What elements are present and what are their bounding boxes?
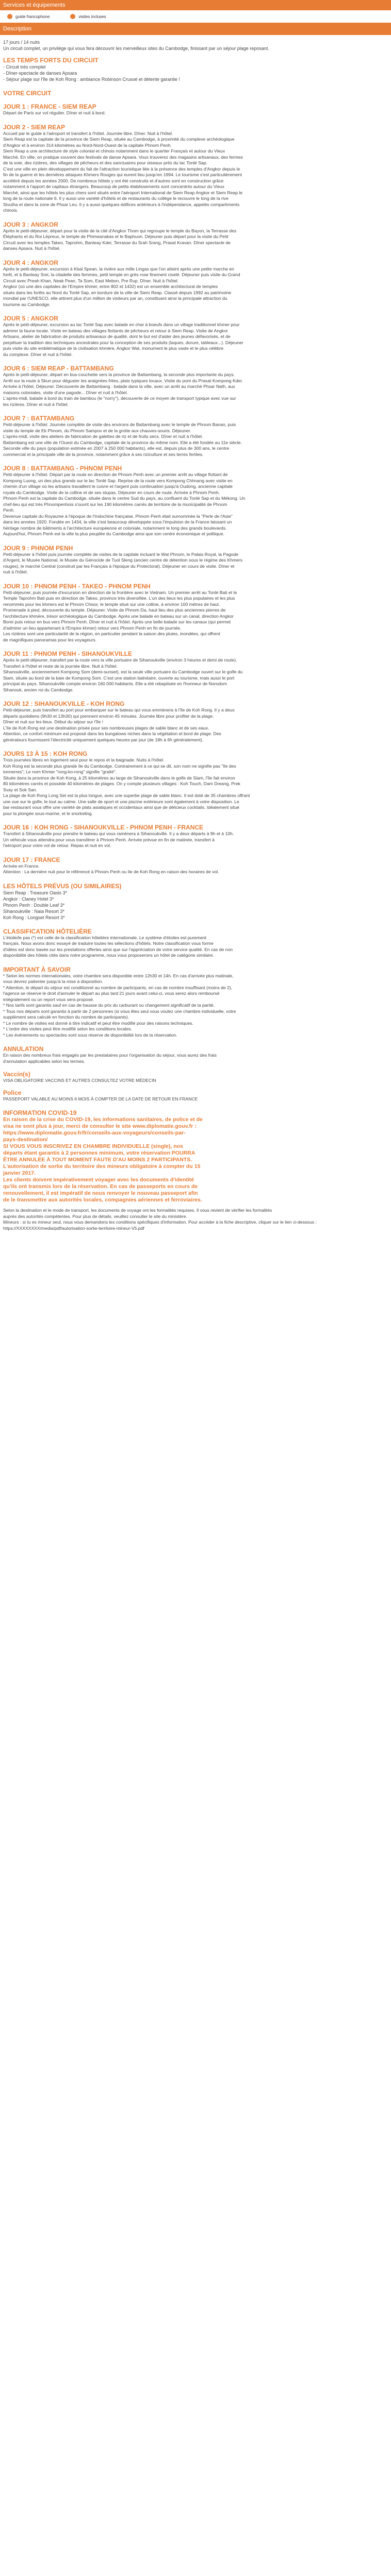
important-title: IMPORTANT À SAVOIR [3, 965, 71, 973]
day-line: tourisme au Cambodge. [3, 301, 51, 307]
important-line: vous devrez patienter jusqu'à la mise à disposition. [3, 979, 103, 984]
day-line: mondial par l'UNESCO, elle attirent plus d'un million de visiteurs par an, constituant ainsi la principale attraction du [3, 296, 227, 301]
day-line: Petit-déjeuner à l'hôtel. Départ par la route en direction de Phnom Penh avec un premier arrêt au village flottant de [3, 472, 228, 477]
day-line: d'Argent, le Musée National, le Musée du Génocide de Tuol Sleng (ancien centre de détention sous le régime des Khmers [3, 557, 243, 563]
day-line: de la soie, des rizières, des villages de pêcheurs et des sanctuaires pour oiseaux près du lac Tonlé Sap. [3, 160, 207, 165]
day-line: une vue sur le golfe, le tout au calme. Une salle de sport et une piscine extérieure sont également à votre disposition. Le [3, 799, 239, 804]
day-line: Située dans la province de Koh Kong, à 25 kilomètres au large de Sihanoukville dans le golfe de Siam, l'île fait environ [3, 775, 235, 781]
day-line: visite du temple de Ek Phnom, du Phnom Sampov et de la grotte aux chauves-souris. Déjeuner. [3, 428, 191, 433]
important-line: supplément sera calculé en fonction du nombre de participants). [3, 1014, 129, 1020]
day-line: Promenade à pied, découverte du temple. Déjeuner. Visite de Phnom Da, haut lieu des plus anciennes pierres de [3, 607, 226, 613]
day-line: Kompong Luong, un des plus grands sur le lac Tonlé Sap. Reprise de la route vers Kompong Chhnang avec visite en [3, 478, 233, 483]
classification-title: CLASSIFICATION HÔTELIÈRE [3, 927, 92, 935]
day-line: Sivutha et dans la zone de Phsar Leu. Il y a aussi quelques édifices antérieurs à l'indépendance, appelés compartiments [3, 201, 240, 207]
spacer [3, 82, 388, 90]
day-title: JOUR 1 : FRANCE - SIEM REAP [3, 103, 96, 110]
day-title: JOUR 12 : SIHANOUKVILLE - KOH RONG [3, 700, 125, 707]
day-line: Siam, située au bord de la baie de Kompong Som. C'est une station balnéaire, ouverte au tourisme, mais aussi le port [3, 675, 235, 681]
important-line: l'agence se réserve le droit d'annuler le départ au plus tard 21 jours avant celui-ci, vous serez alors remboursé [3, 991, 220, 996]
guide-item-visites [70, 14, 106, 19]
spacer [3, 849, 388, 856]
classification-line: français. Nous avons donc essayé de traduire toutes les sélections d'hôtels. Notre classification vous forme [3, 941, 214, 946]
day-line: Angkor (où une des capitales de l'Empire khmer, entre 802 et 1432) est un ensemble architectural de temples [3, 284, 218, 289]
day-line: admirer la faune locale. Visite en bateau des villages flottants de pêcheurs et retour à Siem Reap. Visite de Angkor [3, 328, 228, 333]
classification-line: disponibilité des hôtels cités dans notre programme, nous vous proposerons un hôtel de catégorie similaire. [3, 953, 214, 958]
spacer [3, 959, 388, 966]
important-line: * L'ordre des visites peut être modifié selon les conditions locales. [3, 1026, 133, 1031]
day-line: d'admirer un lieu appartenant à l'Empire khmer) retour vers Phnom Penh en fin de journée. [3, 625, 182, 631]
intro-line: Un circuit complet, un privilège qui vous fera découvrir les merveilleux sites du Cambodge, finissant par un séjour plage reposant. [3, 46, 269, 51]
guide-strip [0, 10, 391, 23]
day-line: accéléré depuis les années 2000. De nombreux hôtels y ont été construits et d'autres sont en construction grâce [3, 178, 224, 183]
day-line: Aujourd'hui, Phnom Penh est la ville la plus peuplée du Cambodge ainsi que son centre économique et politique. [3, 531, 224, 536]
day-line: Attention : La dernière nuit pour le référencé à Phnom Penh ou Ile de Koh Rong en raison des horaires de vol. [3, 869, 219, 874]
day-title: JOUR 9 : PHNOM PENH [3, 544, 73, 552]
day-line: Petit-déjeuner à l'hôtel. Journée complète de visite des environs de Battambang avec le temple de Phnom Banan, puis [3, 422, 236, 427]
day-title: JOUR 16 : KOH RONG - SIHANOUKVILLE - PHNOM PENH - FRANCE [3, 824, 204, 831]
spacer [3, 921, 388, 928]
day-line: Arrêt sur la route à Skun pour déguster les araignées frites, plats typiques locaux. Visite du pont du Prasat Kompong Kdei. [3, 378, 243, 383]
day-line: tonnerres"; Le nom Khmer "rong-ko-rong" signifie "gratté". [3, 769, 117, 774]
intro-line: 17 jours / 14 nuits [3, 40, 40, 45]
day-line: puis visite du site emblématique de la civilisation khmère, Angkor Wat, monument le plus vaste et le plus célèbre [3, 346, 224, 351]
day-line: Dîner et nuit sur les lieux. Début du séjour sur l'île ! [3, 719, 104, 724]
day-line: chinois. [3, 208, 19, 213]
hotel-item: Sihanoukville : Naia Resort 3* [3, 908, 65, 914]
day-line: dans les années 1920. Fondée en 1434, la ville s'est beaucoup développée sous l'impulsion de la France laissant un [3, 519, 232, 524]
day-line: chemin d'un village où les artisans travaillent le cuivre et l'argent puis continuation jusqu'à Oudong, ancienne capitale [3, 484, 233, 489]
day-line: Arrivée en France. [3, 863, 40, 869]
spacer [3, 35, 388, 39]
day-title: JOUR 8 : BATTAMBANG - PHNOM PENH [3, 465, 122, 472]
vaccins-title: Vaccin(s) [3, 1071, 30, 1078]
day-line: Sihanouk, ancien roi du Cambodge. [3, 687, 74, 692]
important-line: * Attention, le départ du séjour est conditionné au nombre de participants, en cas de nombre insuffisant (moins de 2), [3, 985, 233, 990]
covid-line: Les clients doivent impérativement voyager avec les documents d'identité [3, 1177, 194, 1183]
visits-label: visites incluses [78, 14, 106, 19]
day-line: rouges), le marché Central (construit par les Français à l'époque du Protectorat). Déjeuner en cours de visite. Dîner et [3, 563, 235, 569]
day-title: JOUR 6 : SIEM REAP - BATTAMBANG [3, 365, 114, 372]
day-line: bar-restaurant vous offre une variété de plats asiatiques et occidentaux ainsi que de délicieux cocktails. Idéalement situé [3, 805, 239, 810]
day-line: Devenue capitale du Royaume à l'époque de l'Indochine française, Phnom Penh était surnommée la "Perle de l'Asie" [3, 513, 233, 519]
day-line: Les rizières sont une particularité de la région, en particulier pendant la saison des pluies, inondées, qui offrent [3, 631, 220, 636]
important-line: intégralement ou un report vous sera proposé. [3, 996, 94, 1002]
day-line: l'architecture khmère, trésor archéologique du Cambodge. Après une balade en bateau sur un canal, direction Angkor [3, 613, 234, 619]
day-line: Battambang est une ville de l'Ouest du Cambodge, capitale de la province du même nom. Elle a été fondée au 11e siècle. [3, 439, 242, 445]
covid-line: de le transmettre aux autorités locales, compagnies aériennes et ferroviaires. [3, 1197, 202, 1203]
spacer [3, 1084, 388, 1089]
day-line: notamment à l'apport de capitaux étrangers. Beaucoup de petits établissements sont concentrés autour du Vieux [3, 184, 225, 189]
day-line: C'est une ville en plein développement du fait de l'attraction touristique liée à la présence des temples d'Angkor depuis le [3, 166, 240, 172]
day-line: Penh. [3, 507, 15, 513]
day-line: Transfert à Sihanoukville pour prendre le bateau qui vous ramènera à Sihanoukville. Il y a deux départs à 9h et à 10h. [3, 831, 234, 836]
day-title: JOUR 17 : FRANCE [3, 856, 60, 863]
day-line: L'après-midi, visite des ateliers de fabrication de galettes de riz et de fruits secs. Dîner et nuit à l'hôtel. [3, 434, 203, 439]
spacer [3, 575, 388, 583]
day-line: l'aéroport pour votre vol de retour. Repas et nuit en vol. [3, 843, 111, 848]
day-line: pour la plongée sous-marine, et le snorkeling. [3, 810, 93, 816]
day-line: Accueil par le guide à l'aéroport et transfert à l'hôtel. Journée libre. Dîner. Nuit à l'hôtel. [3, 130, 173, 136]
day-line: héritage nombre de bâtiments à l'architecture européenne et coloniale, notamment le long des grands boulevards. [3, 525, 227, 531]
day-line: Artisans, atelier de fabrication de produits artisanaux de qualité, dont le but est d'aider des jeunes défavorisés, et de [3, 334, 231, 339]
spacer [3, 875, 388, 883]
day-line: Marché, ainsi que les hôtels les plus chers sont situés entre l'aéroport International de Siem Reap Angkor et Siem Reap le [3, 190, 243, 195]
day-line: Siem Reap a une architecture de style colonial et chinois notamment dans le quartier Français et autour du Vieux [3, 148, 225, 154]
hotel-item: Angkor : Claney Hotel 3* [3, 896, 54, 902]
important-line: * Selon les normes internationales, votre chambre sera disponible entre 12h30 et 14h. En cas d'arrivée plus matinale, [3, 973, 234, 978]
day-line: de magnifiques panoramas pour les voyageurs. [3, 637, 97, 642]
classification-line: L'étoile/le pas (*) est celle de la classification hôtelière internationale. Le système d'étoiles est purement [3, 935, 207, 940]
day-line: générateurs fournissent l'électricité uniquement quelques heures par jour (de 18h à 6h généralement). [3, 737, 204, 742]
day-line: Seconde ville du pays (population estimée en 2007 à 250 000 habitants), elle est, depuis plus de 300 ans, le centre [3, 446, 230, 451]
important-line: * Le nombre de visites est donné à titre indicatif et peut être modifié pour des raisons techniques. [3, 1020, 193, 1026]
spacer [3, 457, 388, 465]
header-bar [0, 0, 391, 10]
police-text: PASSEPORT VALABLE AU MOINS 6 MOIS À COMPTER DE LA DATE DE RETOUR EN FRANCE [3, 1096, 198, 1101]
spacer [3, 214, 388, 221]
hotel-item: Siem Reap : Treasure Oasis 3* [3, 890, 68, 895]
day-line: L'après-midi, balade à bord du train de bambou (le "norry"), découverte de ce moyen de transport typique avec vue sur [3, 396, 236, 401]
itinerary-title: VOTRE CIRCUIT [3, 90, 52, 97]
hotels-title: LES HÔTELS PRÉVUS (OU SIMILAIRES) [3, 882, 122, 890]
spacer [3, 1102, 388, 1109]
description-title: Description [3, 26, 32, 32]
day-title: JOUR 11 : PHNOM PENH - SIHANOUKVILLE [3, 650, 133, 657]
annulation-line: En raison des nombreux frais engagés par les prestataires pour l'organisation du séjour, vous aurez des frais [3, 1053, 217, 1058]
spacer [3, 116, 388, 124]
day-line: Après le petit-déjeuner, excursion à Kbal Spean, la rivière aux mille Lingas que l'on atteint après une petite marche en [3, 266, 234, 272]
day-line: Départ de Paris sur vol régulier. Dîner et nuit à bord. [3, 110, 106, 115]
description-content [0, 35, 391, 1231]
spacer [3, 537, 388, 545]
annulation-line: d'annulation applicables selon les termes. [3, 1058, 85, 1064]
spacer [3, 643, 388, 650]
day-line: Trois journées libres en logement seul pour le repos et la baignade. Nuits à l'hôtel. [3, 757, 165, 762]
day-line: La plage de Koh Rong Long Set est la plus longue, avec une superbe plage de sable blanc. Il est doté de 35 chambres offrant [3, 793, 250, 798]
temps-forts-item: - Séjour plage sur l'île de Koh Rong : ambiance Robinson Crusoé et détente garantie ! [3, 77, 180, 82]
day-line: Après le petit-déjeuner, transfert par la route vers la ville portuaire de Sihanoukville (environ 3 heures et demi de route). [3, 657, 237, 663]
day-line: danses Apsara. Nuit à l'hôtel. [3, 246, 61, 251]
day-line: Après le petit-déjeuner, excursion au lac Tonlé Sap avec balade en char à boeufs dans un village traditionnel khmer pour [3, 322, 240, 327]
day-line: Circuit avec Preah Khan, Neak Pean, Ta Som, East Mebon, Pre Rup. Dîner. Nuit à l'hôtel. [3, 278, 179, 283]
day-line: Arrivée à l'hôtel. Déjeuner. Découverte de Battambang : balade dans la ville, avec un arrêt au marché Phsar Nath, aux [3, 384, 235, 389]
vaccins-text: VISA OBLIGATOIRE VACCINS ET AUTRES CONSULTEZ VOTRE MÉDECIN [3, 1078, 156, 1083]
day-line: principal du pays. Sihanoukville compte environ 160 000 habitants. Elle a été rebaptisée en l'honneur de Norodom [3, 681, 227, 686]
day-line: 80 kilomètres carrés et possède 40 kilomètres de plages. On y compte plusieurs villages : Koh Touch, Dam Dreang, Prek [3, 781, 240, 786]
guide-item-francophone [7, 14, 50, 19]
day-line: les rizières. Dîner et nuit à l'hôtel. [3, 401, 69, 407]
covid-line: En raison de la crise du COVID-19, les informations sanitaires, de police et de [3, 1116, 203, 1123]
spacer [3, 693, 388, 700]
visits-icon [70, 14, 75, 19]
day-line: forêt, et à Banteay Srei, la citadelle des femmes, petit temple en grès rose finement ciselé. Déjeuner puis visite du Grand [3, 272, 240, 277]
day-line: Svay et Sok San. [3, 787, 37, 792]
day-title: JOUR 2 - SIEM REAP [3, 123, 66, 131]
day-line: d'Angkor et à environ 314 kilomètres au Nord-Nord-Ouest de la capitale Phnom Penh. [3, 142, 172, 148]
day-line: Éléphants et du Roi Lépreux, le temple de Phimeanakas et le Baphuon. Déjeuner puis départ pour la visite du Petit [3, 234, 229, 239]
spacer [3, 408, 388, 415]
classification-line: d'idées est donc basée sur les prestations offertes ainsi que sur l'appréciation de votre service qualité. En cas de non [3, 946, 233, 952]
day-line: nuit à l'hôtel. [3, 569, 28, 574]
day-line: Siem Reap est la capitale de la province de Siem Reap, située au Cambodge, à proximité du complexe archéologique [3, 137, 235, 142]
day-line: Attention, ce confort minimum est proposé dans les bungalows niches dans la végétation et bord de plage. Des [3, 731, 221, 736]
guide-icon [7, 14, 12, 19]
covid-line: qu'ils ont transmis lors de la réservation. En cas de passeports en cours de [3, 1183, 198, 1190]
day-line: Koh Rong est la seconde plus grande île du Cambodge. Contrairement à ce qui se dit, son nom ne signifie pas "île des [3, 763, 236, 769]
day-line: long de la route nationale 6. Il y aussi une variété d'hôtels et de restaurants du collège le recouvre le long de la rive [3, 196, 229, 201]
spacer [3, 52, 388, 57]
day-line: Sihanoukville, anciennement Kompong Som (demi-sunset), est la seule ville portuaire du Cambodge ouvert sur le golfe du [3, 669, 243, 674]
police-title: Police [3, 1089, 22, 1096]
important-line: * Les événements ou spectacles sont sous réserve de disponibilité lors de la réservation. [3, 1032, 177, 1038]
day-line: chef-lieu qui est très Phnompenhois s'ouvrit sur les 190 kilomètres carrés de territoire de la municipalité de Phnom [3, 501, 227, 507]
spacer [3, 743, 388, 750]
covid-line: visa ne sont plus à jour, merci de consulter le site www.diplomatie.gouv.fr : [3, 1123, 197, 1129]
covid-title: INFORMATION COVID-19 [3, 1109, 77, 1116]
day-line: royale du Cambodge. Visite de la colline et de ses stupas. Déjeuner en cours de route. Arrivée à Phnom Penh. [3, 489, 220, 495]
day-title: JOUR 7 : BATTAMBANG [3, 415, 75, 422]
footer-line: auprès des autorités compétentes. Pour plus de détails, veuillez consulter le site du ministère. [3, 1213, 187, 1219]
day-line: Marché. En ville, on pratique souvent des festivals de danse Apsara. Vous trouverez des magasins artisanaux, des fermes [3, 154, 243, 160]
temps-forts-item: - Circuit très complet [3, 64, 46, 70]
day-line: fin de la guerre et les dernières attaques Khmers Rouges qui eurent lieu jusqu'en 1994. Le tourisme s'est particulièrement [3, 172, 242, 177]
covid-line: pays-destination/ [3, 1137, 48, 1143]
day-line: renommés pour les khmers est le Phnom Chisor, le temple situé sur une colline, à environ 100 mètres de haut. [3, 601, 220, 607]
day-title: JOUR 10 : PHNOM PENH - TAKEO - PHNOM PENH [3, 582, 151, 590]
spacer [3, 1204, 388, 1208]
day-line: perpétuer la tradition des techniques ancestrales pour la conception de ses produits (laques, dorure, tableaux...). Déjeuner [3, 340, 243, 345]
header-title: Services et équipements [3, 2, 66, 8]
day-line: Après le petit-déjeuner, départ en bus-couchette vers la province de Battambang, la seconde plus importante du pays. [3, 372, 235, 377]
day-line: L'île de Koh Rong est une destination prisée pour ses nombreuses plages de sable blanc et de ses eaux. [3, 725, 209, 731]
day-line: du complexe. Dîner et nuit à l'hôtel. [3, 351, 73, 357]
spacer [3, 1064, 388, 1071]
day-line: Borei puis retour en bus vers Phnom Penh. Dîner et nuit à l'hôtel. Après une belle balade sur les canaux (qui permet [3, 619, 231, 624]
day-line: situés dans les forêts au Nord du Tonlé Sap, en bordure de la ville de Siem Reap. Classé depuis 1992 au patrimoine [3, 290, 232, 295]
spacer [3, 308, 388, 315]
important-line: * Tous nos départs sont garantis à partir de 2 personnes (si vous êtes seul vous voulez une chambre individuelle, votre [3, 1008, 236, 1014]
day-title: JOUR 3 : ANGKOR [3, 221, 58, 228]
spacer [3, 358, 388, 365]
day-line: Temple Taprohm Bati puis en direction de Takeo, province très diversifiée. L'un des lieux les plus populaires et les plus [3, 596, 235, 601]
day-line: maisons coloniales, visite d'une pagode... Dîner et nuit à l'hôtel. [3, 389, 128, 395]
spacer [3, 1038, 388, 1045]
day-title: JOURS 13 À 15 : KOH RONG [3, 750, 88, 757]
guide-label: guide francophone [15, 14, 50, 19]
day-line: Petit-déjeuner à l'hôtel puis journée complète de visites de la capitale incluant le Wat Phnom, le Palais Royal, la Pagode [3, 551, 239, 557]
spacer [3, 97, 388, 103]
footer-line: Mineurs : si tu es mineur seul, nous vous demandons les conditions spécifiques d'information. Pour accéder à la fiche descriptive, cliquer sur le lien ci-dessous : [3, 1219, 317, 1225]
covid-line: janvier 2017. [3, 1170, 36, 1176]
important-line: * Nos tarifs sont garantis sauf en cas de hausse du prix du carburant ou changement significatif de la parité. [3, 1003, 215, 1008]
description-band [0, 23, 391, 35]
day-line: Circuit avec les temples Takeo, Taprohm, Banteay Kdei, Terrasse du Srah Srang, Prasat Kravan. Dîner spectacle de [3, 240, 231, 245]
covid-line: renouvellement, il est impératif de nous renvoyer le nouveau passeport afin [3, 1190, 198, 1196]
day-line: Après le petit-déjeuner, départ pour la visite de la cité d'Angkor Thom qui regroupe le temple du Bayon, la Terrasse des [3, 228, 237, 233]
day-line: départs quotidiens (9h30 et 13h30) qui prennent environ 45 minutes. Journée libre pour profiter de la plage. [3, 713, 214, 719]
hotel-item: Koh Rong : Longset Resort 3* [3, 914, 65, 920]
day-line: Transfert à l'hôtel et reste de la journée libre. Nuit à l'hôtel. [3, 663, 118, 669]
day-line: Petit-déjeuner, puis journée d'excursion en direction de la frontière avec le Vietnam. Un premier arrêt au Tonlé Bati et le [3, 589, 237, 595]
annulation-title: ANNULATION [3, 1045, 44, 1053]
covid-line: L'autorisation de sortie du territoire des mineurs obligatoire à compter du 15 [3, 1163, 201, 1170]
spacer [3, 252, 388, 259]
day-line: commercial et la principale ville de la province, notamment grâce à ses riziculture et ses terres fertiles. [3, 451, 204, 457]
footer-line: Selon la destination et le mode de transport, les documents de voyage ont les formalités requises. Il vous revient de vérifier les formalités [3, 1208, 272, 1213]
spacer [3, 817, 388, 824]
footer-line: https://XXXXXXXX/media/pdf/autorisation-sortie-territoire-mineur-V5.pdf [3, 1225, 144, 1231]
day-line: Phnom Penh est la capitale du Cambodge, située dans le centre Sud du pays, au confluent du Tonlé Sap et du Mékong. Un [3, 496, 246, 501]
hotel-item: Phnom Penh : Double Leaf 3* [3, 902, 65, 908]
covid-line: SI VOUS VOUS INSCRIVEZ EN CHAMBRE INDIVIDUELLE (single), nos [3, 1143, 183, 1149]
covid-line: départs étant garantis à 2 personnes minimum, votre réservation POURRA [3, 1150, 196, 1156]
day-title: JOUR 4 : ANGKOR [3, 259, 58, 266]
day-line: Un véhicule vous attendra pour vous transférer à Phnom Penh. Arrivée prévue en fin de matinée, transfert à [3, 837, 215, 842]
covid-line: ÊTRE ANNULÉE À TOUT MOMENT FAUTE D'AU MOINS 2 PARTICIPANTS. [3, 1157, 192, 1163]
day-title: JOUR 5 : ANGKOR [3, 315, 58, 322]
covid-line: https://www.diplomatie.gouv.fr/fr/conseils-aux-voyageurs/conseils-par- [3, 1130, 186, 1136]
day-line: Petit-déjeuner, puis transfert au port pour embarquer sur le bateau qui vous emmènera à l'île de Koh Rong. Il y a deux [3, 707, 235, 713]
temps-forts-title: LES TEMPS FORTS DU CIRCUIT [3, 57, 99, 64]
temps-forts-item: - Dîner-spectacle de danses Apsara [3, 71, 77, 76]
